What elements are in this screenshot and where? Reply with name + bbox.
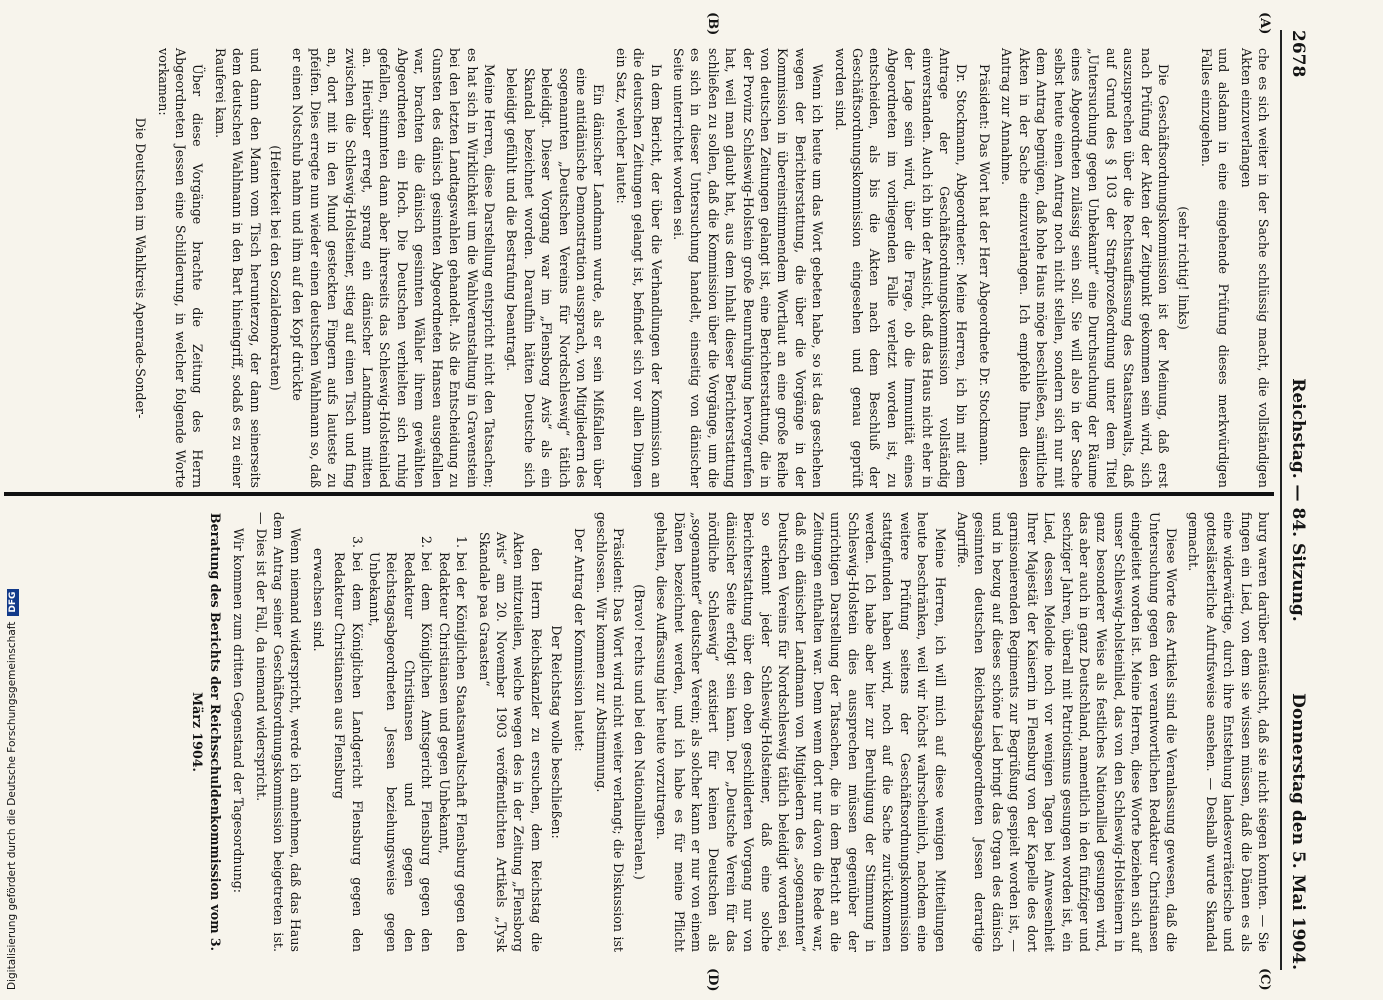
motion-text: erwachsen sind. xyxy=(310,548,326,652)
margin-mark-a: (A) xyxy=(1257,12,1272,35)
right-column xyxy=(183,512,1272,952)
funding-note: Digitalisierung gefördert durch die Deutsche Forschungsgemeinschaft xyxy=(6,621,18,990)
motion-heading: Der Reichstag wolle beschließen: xyxy=(549,625,565,839)
paragraph: Wenn niemand widerspricht, werde ich annehmen, daß das Haus dem Antrag seiner Geschäftsordnungskommission beigetreten ist. — Dies ist der Fall, da niemand widerspricht. xyxy=(253,512,304,952)
paragraph: Diese Worte des Artikels sind die Veranlassung gewesen, daß die Untersuchung gegen den verantwortlichen Redakteur Christiansen eingeleitet worden ist. Meine Herren, diese Worte beziehen sich auf unser Schleswig-holsteinlied, das von den Schleswig-Holsteinern in ganz besonderer Weise als festliches Nationallied gesungen wird, das aber auch in ganz Deutschland, namentlich in den fünfziger und sechziger Jahren, überall mit Patriotismus gesungen worden ist, ein Lied, dessen Melodie noch vor wenigen Tagen bei Anwesenheit Ihrer Majestät der Kaiserin in Flensburg von der Kapelle des dort garnisonierenden Regiments zur Begrüßung gespielt worden ist, — und in bezug auf dieses schöne Lied bringt das Organ des dänisch gesinnten deutschen Reichstagsabgeordneten Jessen derartige Angriffe. xyxy=(955,512,1179,952)
interjection: (sehr richtig! links) xyxy=(1176,206,1192,330)
footer xyxy=(6,0,26,1000)
list-item: 3. bei dem Königlichen Landgericht Flensburg gegen den Redakteur Christiansen aus Flensburg xyxy=(331,552,366,952)
dfg-logo: DFG xyxy=(7,589,19,616)
paragraph: Über diese Vorgänge brachte die Zeitung des Herrn Abgeordneten Jessen eine Schilderung, in welcher folgende Worte vorkamen: xyxy=(155,48,206,488)
page-header xyxy=(1282,30,1312,970)
interjection: (Heiterkeit bei den Sozialdemokraten) xyxy=(268,145,284,391)
agenda-heading: Beratung des Berichts der Reichsschuldenkommission vom 3. März 1904. xyxy=(190,512,223,952)
margin-mark-d: (D) xyxy=(705,968,720,992)
motion-list xyxy=(331,552,470,952)
quotation: Ein dänischer Landmann wurde, als er sein Mißfallen über eine antidänische Demonstration aussprach, von Mitgliedern des sogenannten „Deutschen Vereins für Nordschleswig“ tätlich beleidigt. Dieser Vorgang war im „Flensborg Avis“ als ein Skandal bezeichnet worden. Daraufhin hätten Deutsche sich beleidigt gefühlt und die Bestrafung beantragt. xyxy=(504,68,607,488)
paragraph: Wenn ich heute um das Wort gebeten habe, so ist das geschehen wegen der Berichterstattung, die über die Vorgänge in der Kommission in übereinstimmendem Wortlaut an eine große Reihe von deutschen Zeitungen gelangt ist, eine Berichterstattung, die in der Provinz Schleswig-Holstein große Beunruhigung hervorgerufen hat, weil man glaubt hat, aus dem Inhalt dieser Berichterstattung schließen zu sollen, daß die Kommission über die Vorgänge, um die es sich in dieser Untersuchung handelt, einseitig von dänischer Seite unterrichtet worden sei. xyxy=(671,48,826,488)
paragraph: Meine Herren, diese Darstellung entspricht nicht den Tatsachen; es hat sich in Wirklichkeit um die Wahlveranstaltung in Gravenstein bei den letzten Landtagswahlen gehandelt. Als die Entscheidung zu Gunsten des dänisch gesinnten Abgeordneten Hansen ausgefallen war, brachten die dänisch gesinnten Wähler ihrem gewählten Abgeordneten ein Hoch. Die Deutschen verhielten sich ruhig gefallen, stimmten dann aber ihrerseits das Schleswig-Holsteinlied an. Hierüber erregt, sprang ein dänischer Landmann mitten zwischen die Schleswig-Holsteiner, stieg auf einen Tisch und fing an, dort mit in den Mund gesteckten Fingern aufs lauteste zu pfeifen. Dies erregte nun wieder einen deutschen Wahlmann so, daß er einen Notschub nahm und ihm auf den Kopf drückte xyxy=(290,48,497,488)
margin-mark-b: (B) xyxy=(705,12,720,36)
list-item: 2. bei dem Königlichen Amtsgericht Flensburg gegen den Redakteur Christiansen und gegen den Reichstagsabgeordneten Jessen beziehungsweise gegen Unbekannt, xyxy=(366,552,436,952)
session-date: Donnerstag den 5. Mai 1904. xyxy=(1288,693,1308,970)
paragraph: Der Antrag der Kommission lautet: xyxy=(571,528,587,752)
list-item: 1. bei der Königlichen Staatsanwaltschaft Flensburg gegen den Redakteur Christiansen und gegen Unbekannt, xyxy=(435,552,470,952)
paragraph: che es sich weiter in der Sache schlüssig macht, die vollständigen Akten einzuverlangen xyxy=(1238,48,1271,488)
margin-mark-c: (C) xyxy=(1257,968,1272,991)
column-divider xyxy=(4,492,1274,496)
paragraph: Die Geschäftsordnungskommission ist der Meinung, daß erst nach Prüfung der Akten der Zeitpunkt gekommen sein wird, sich auszusprechen über die Rechtsauffassung des Staatsanwalts, daß auf Grund des § 103 der Strafprozeßordnung unter dem Titel „Untersuchung gegen Unbekannt“ eine Durchsuchung der Räume eines Abgeordneten zulässig sein soll. Sie will also in der Sache selbst heute einen Antrag noch nicht stellen, sondern sich nur mit dem Antrag begnügen, daß hohe Haus möge beschließen, sämtliche Akten in der Sache einzuverlangen. Ich empfehle Ihnen diesen Antrag zur Annahme. xyxy=(999,48,1171,488)
paragraph: In dem Bericht, der über die Verhandlungen der Kommission an die deutschen Zeitungen gelangt ist, befindet sich vor allen Dingen ein Satz, welcher lautet: xyxy=(613,48,664,488)
left-column xyxy=(129,48,1272,488)
header-rule xyxy=(1280,30,1282,970)
page-number: 2678 xyxy=(1288,30,1308,78)
paragraph: burg waren darüber entäuscht, daß sie nicht siegen konnten. — Sie fingen ein Lied, von dem sie wissen müssen, daß die Dänen es als eine widerwärtige, durch ihre Entstehung landesverräterische und gotteslästerliche Aufrufsweise ansehen. — Deshalb wurde Skandal gemacht. xyxy=(1186,512,1271,952)
interjection: (Bravo! rechts und bei den Nationalliberalen.) xyxy=(631,584,647,880)
paragraph: Wir kommen zum dritten Gegenstand der Tagesordnung: xyxy=(231,528,247,894)
quotation: Die Deutschen im Wahlkreis Apenrade-Sonder- xyxy=(133,117,149,419)
speaker-paragraph: Präsident: Das Wort wird nicht weiter verlangt; die Diskussion ist geschlossen. Wir kommen zur Abstimmung. xyxy=(593,512,627,952)
motion-text: den Herrn Reichskanzler zu ersuchen, dem Reichstag die Akten mitzuteilen, welche wegen des in der Zeitung „Flensborg Avis“ am 20. November 1903 veröffentlichten Artikels „Tysk Skandale paa Graasten“ xyxy=(476,532,544,952)
paragraph: und alsdann in eine eingehende Prüfung dieses merkwürdigen Falles einzugehen. xyxy=(1198,48,1232,488)
paragraph: Meine Herren, ich will mich auf diese wenigen Mitteilungen heute beschränken, weil wir höchst wahrscheinlich, nachdem eine weitere Prüfung seitens der Geschäftsordnungskommission stattgefunden haben wird, noch auf die Sache zurückkommen werden. Ich habe aber hier zur Beruhigung der Stimmung in Schleswig-Holstein dies aussprechen müssen gegenüber der unrichtigen Darstellung der Tatsachen, die in dem Bericht an die Zeitungen enthalten war. Denn wenn dort nur davon die Rede war, daß ein dänischer Landmann von Mitgliedern des „sogenannten“ Deutschen Vereins für Nordschleswig tätlich beleidigt worden sei, so erkennt jeder Schleswig-Holsteiner, daß eine solche Berichterstattung über den oben geschilderten Vorgang nur von dänischer Seite erfolgt sein kann. Der „Deutsche Verein für das nördliche Schleswig“ existiert für keinen Deutschen als „sogenannter“ deutscher Verein; als solcher kann er nur von einem Dänen bezeichnet werden, und ich habe es für meine Pflicht gehalten, diese Auffassung hier heute vorzutragen. xyxy=(654,512,948,952)
speaker-paragraph: Präsident: Das Wort hat der Herr Abgeordnete Dr. Stockmann. xyxy=(976,64,992,466)
speaker-paragraph: Dr. Stockmann, Abgeordneter: Meine Herren, ich bin mit dem Antrage der Geschäftsordnungskommission vollständig einverstanden. Auch ich bin der Ansicht, daß das Haus nicht eher in der Lage sein wird, über die Frage, ob die Immunität eines Abgeordneten im vorliegenden Falle verletzt worden ist, zu entscheiden, als bis die Akten nach dem Beschluß der Geschäftsordnungskommission eingesehen und genau geprüft worden sind. xyxy=(832,48,970,488)
paragraph: und dann den Mann vom Tisch herunterzog, der dann seinerseits dem deutschen Wahlmann in den Bart hineingriff, sodaß es zu einer Rauferei kam. xyxy=(212,48,263,488)
session-title: Reichstag. — 84. Sitzung. xyxy=(1288,378,1308,622)
